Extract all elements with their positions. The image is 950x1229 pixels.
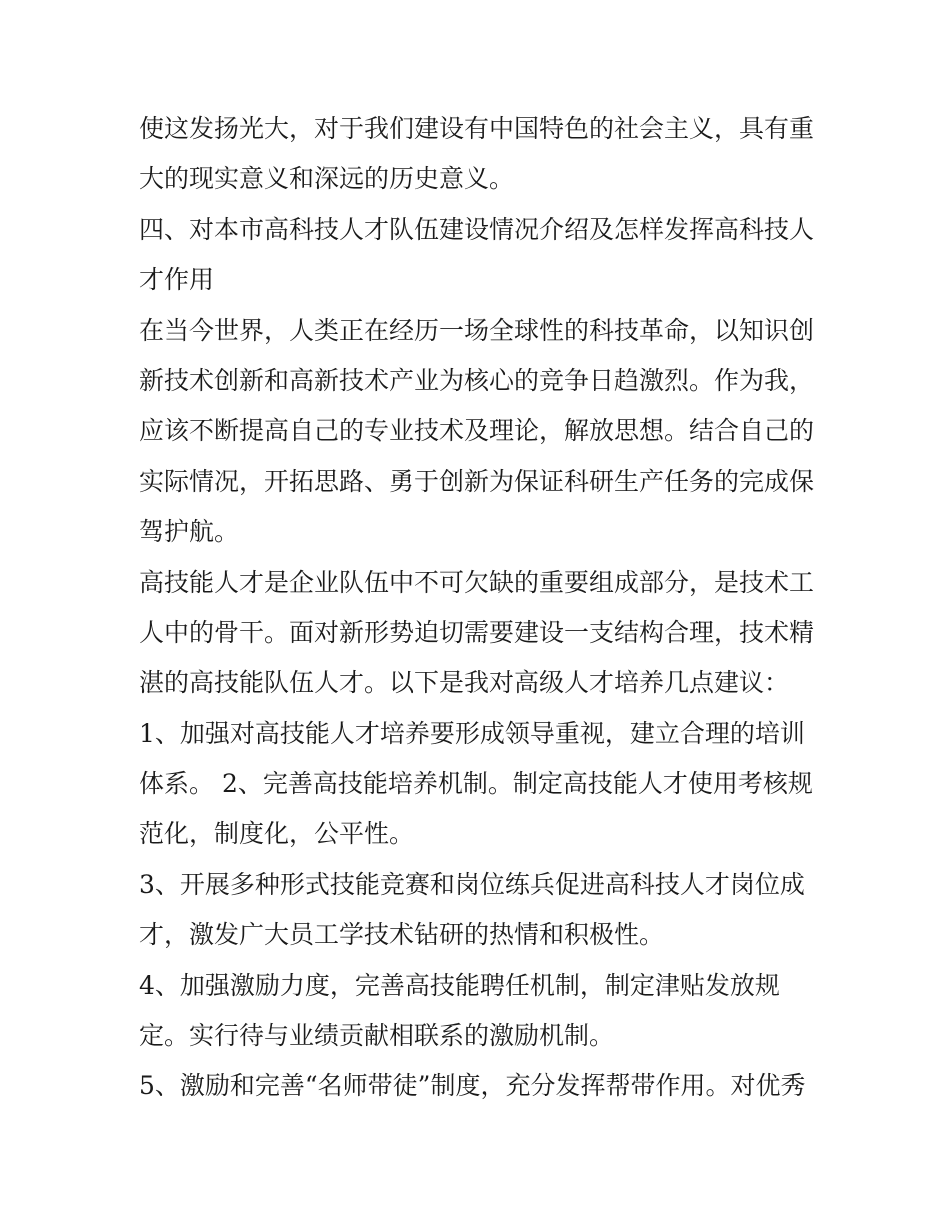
text-line: 实际情况，开拓思路、勇于创新为保证科研生产任务的完成保 [139,466,815,496]
list-item-line: 5、激励和完善“名师带徒”制度，充分发挥帮带作用。对优秀 [139,1071,806,1101]
list-item-line: 才，激发广大员工学技术钻研的热情和积极性。 [139,920,665,950]
list-item-line: 1、加强对高技能人才培养要形成领导重视，建立合理的培训 [139,718,805,748]
list-item-line: 定。实行待与业绩贡献相联系的激励机制。 [139,1021,615,1051]
text-line: 在当今世界，人类正在经历一场全球性的科技革命，以知识创 [139,315,815,345]
list-item-line: 3、开展多种形式技能竞赛和岗位练兵促进高科技人才岗位成 [139,869,805,899]
list-item-line: 4、加强激励力度，完善高技能聘任机制，制定津贴发放规 [139,970,780,1000]
text-line: 驾护航。 [139,517,240,547]
list-item-line: 体系。 2、完善高技能培养机制。制定高技能人才使用考核规 [139,769,813,799]
text-line: 大的现实意义和深远的历史意义。 [139,164,515,194]
text-line: 湛的高技能队伍人才。以下是我对高级人才培养几点建议： [139,668,790,698]
text-line: 应该不断提高自己的专业技术及理论，解放思想。结合自己的 [139,416,815,446]
text-line: 使这发扬光大，对于我们建设有中国特色的社会主义，具有重 [139,114,815,143]
document-body [139,104,829,1112]
section-heading-line: 四、对本市高科技人才队伍建设情况介绍及怎样发挥高科技人 [139,214,815,244]
section-heading-line: 才作用 [139,265,215,295]
list-item-line: 范化，制度化，公平性。 [139,819,415,849]
text-line: 高技能人才是企业队伍中不可欠缺的重要组成部分，是技术工 [139,567,815,597]
text-line: 新技术创新和高新技术产业为核心的竞争日趋激烈。作为我， [139,365,815,395]
text-line: 人中的骨干。面对新形势迫切需要建设一支结构合理，技术精 [139,617,815,647]
